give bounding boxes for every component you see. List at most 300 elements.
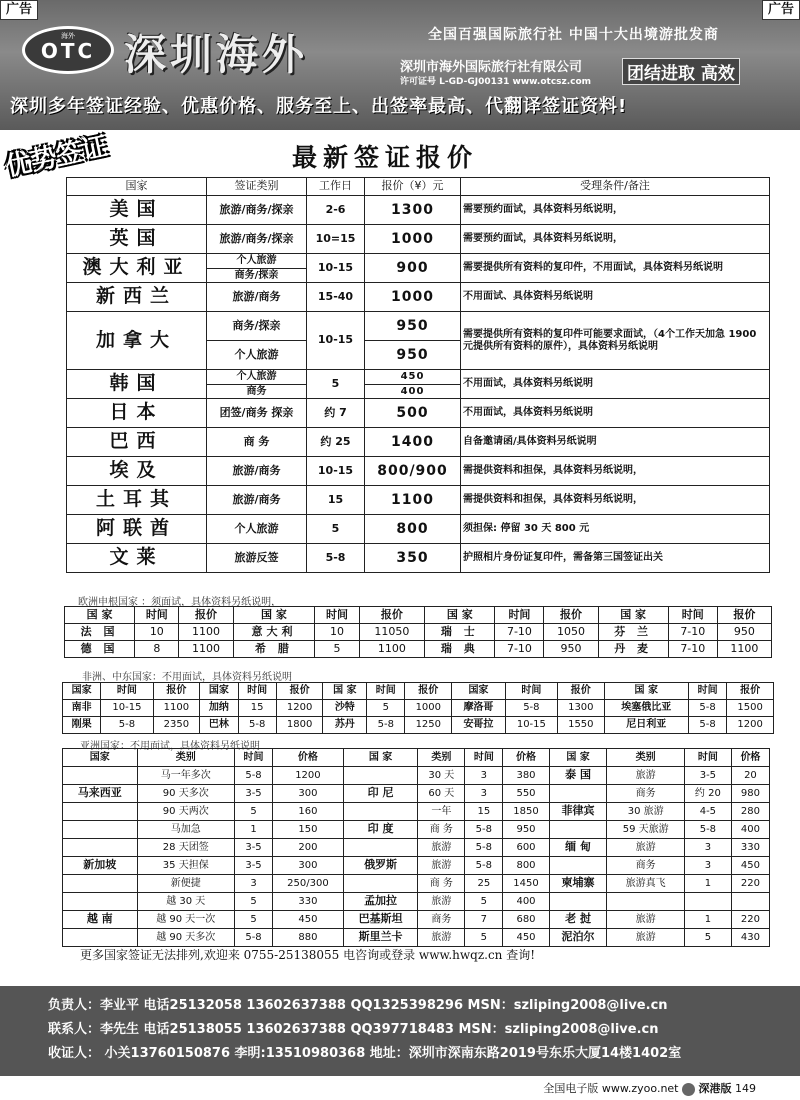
country-name: 俄罗斯 xyxy=(343,857,418,875)
col-header: 受理条件/备注 xyxy=(461,178,770,196)
table-cell: 250/300 xyxy=(273,875,344,893)
table-cell: 一年 xyxy=(418,803,465,821)
page-title: 最新签证报价 xyxy=(292,143,479,172)
table-cell: 1500 xyxy=(727,700,774,717)
col-header: 时间 xyxy=(238,683,276,700)
table-cell: 1100 xyxy=(359,641,425,658)
table-row xyxy=(63,875,770,893)
work-days: 15-40 xyxy=(307,283,365,312)
table-cell: 商务 xyxy=(607,857,684,875)
work-days: 15 xyxy=(307,486,365,515)
col-header: 国家 xyxy=(63,683,101,700)
table-cell: 950 xyxy=(503,821,549,839)
table-cell: 3 xyxy=(235,875,273,893)
header-banner xyxy=(0,0,800,130)
col-header: 国家 xyxy=(452,683,506,700)
note: 不用面试、具体资料另纸说明 xyxy=(461,283,770,312)
country-name: 巴西 xyxy=(67,428,207,457)
price: 450 xyxy=(365,370,461,385)
contact-footer xyxy=(0,986,800,1076)
country-name xyxy=(549,857,607,875)
table-cell: 10-15 xyxy=(101,700,153,717)
table-cell: 450 xyxy=(731,857,769,875)
table-cell: 3-5 xyxy=(235,839,273,857)
table-cell: 90 天多次 xyxy=(137,785,234,803)
table-cell: 150 xyxy=(273,821,344,839)
table-cell: 旅游 xyxy=(607,839,684,857)
country-name xyxy=(63,821,138,839)
country-name xyxy=(63,875,138,893)
country-name: 越 南 xyxy=(63,911,138,929)
table-cell: 1100 xyxy=(717,641,771,658)
country-name: 意大利 xyxy=(233,624,315,641)
table-cell: 5 xyxy=(465,929,503,947)
table-cell: 5-8 xyxy=(235,929,273,947)
table-cell: 330 xyxy=(731,839,769,857)
table-row xyxy=(63,717,774,734)
price: 1400 xyxy=(365,428,461,457)
note: 需要提供所有资料的复印件可能要求面试，（4个工作天加急 1900 元提供所有资料的原件），具体资料另纸说明 xyxy=(461,312,770,370)
table-cell: 15 xyxy=(238,700,276,717)
advantage-badge: 优势签证 xyxy=(2,131,111,183)
table-cell: 7 xyxy=(465,911,503,929)
price: 1000 xyxy=(365,283,461,312)
table-row xyxy=(67,225,770,254)
motto: 团结进取 高效 xyxy=(622,58,740,85)
country-name xyxy=(549,821,607,839)
country-name xyxy=(549,785,607,803)
col-header: 国 家 xyxy=(598,607,668,624)
price: 900 xyxy=(365,254,461,283)
table-cell xyxy=(607,893,684,911)
table-row xyxy=(67,457,770,486)
table-cell: 3 xyxy=(465,767,503,785)
col-header: 国 家 xyxy=(604,683,688,700)
work-days: 10-15 xyxy=(307,312,365,370)
table-cell: 商 务 xyxy=(418,875,465,893)
country-name: 新加坡 xyxy=(63,857,138,875)
table-cell: 15 xyxy=(465,803,503,821)
col-header: 报价 xyxy=(405,683,452,700)
table-cell: 1100 xyxy=(153,700,200,717)
col-header: 报价 xyxy=(557,683,604,700)
col-header: 国 家 xyxy=(549,749,607,767)
country-name xyxy=(63,767,138,785)
table-row xyxy=(67,254,770,269)
col-header: 国家 xyxy=(200,683,238,700)
table-cell: 950 xyxy=(717,624,771,641)
schengen-table xyxy=(64,606,772,658)
table-cell: 450 xyxy=(273,911,344,929)
note: 需要提供所有资料的复印件，不用面试，具体资料另纸说明 xyxy=(461,254,770,283)
country-name xyxy=(343,875,418,893)
table-cell: 5-8 xyxy=(235,767,273,785)
table-row xyxy=(65,624,772,641)
table-cell: 旅游真飞 xyxy=(607,875,684,893)
edition-logo-icon xyxy=(682,1083,695,1096)
note: 护照相片身份证复印件，需备第三国签证出关 xyxy=(461,544,770,573)
africa-middle-east-table xyxy=(62,682,774,734)
visa-type: 团签/商务 探亲 xyxy=(207,399,307,428)
table-cell: 商务 xyxy=(607,785,684,803)
col-header: 类别 xyxy=(137,749,234,767)
table-row xyxy=(67,486,770,515)
contact-line: 负责人：李业平 电话25132058 13602637388 QQ1325398296 MSN：szliping2008@live.cn xyxy=(48,998,668,1013)
country-name: 泰 国 xyxy=(549,767,607,785)
country-name xyxy=(63,803,138,821)
table-cell: 90 天两次 xyxy=(137,803,234,821)
table-cell: 200 xyxy=(273,839,344,857)
col-header: 报价（¥）元 xyxy=(365,178,461,196)
table-cell: 400 xyxy=(731,821,769,839)
table-cell: 980 xyxy=(731,785,769,803)
table-row xyxy=(65,641,772,658)
col-header: 报价 xyxy=(179,607,233,624)
country-name: 缅 甸 xyxy=(549,839,607,857)
col-header: 国 家 xyxy=(65,607,135,624)
logo-small-text: 海外 xyxy=(61,32,75,40)
country-name: 巴基斯坦 xyxy=(343,911,418,929)
country-name: 印 尼 xyxy=(343,785,418,803)
table-row xyxy=(63,911,770,929)
table-header-row xyxy=(63,683,774,700)
work-days: 5 xyxy=(307,515,365,544)
table-cell: 3-5 xyxy=(684,767,731,785)
visa-type: 旅游/商务 xyxy=(207,486,307,515)
country-name: 老 挝 xyxy=(549,911,607,929)
table-cell: 28 天团签 xyxy=(137,839,234,857)
work-days: 2-6 xyxy=(307,196,365,225)
visa-type: 旅游/商务/探亲 xyxy=(207,196,307,225)
table-row xyxy=(63,767,770,785)
country-name xyxy=(343,803,418,821)
visa-type: 个人旅游 xyxy=(207,515,307,544)
price: 1100 xyxy=(365,486,461,515)
col-header: 时间 xyxy=(505,683,557,700)
col-header: 类别 xyxy=(418,749,465,767)
asia-caption: 亚洲国家：不用面试，具体资料另纸说明 xyxy=(80,741,260,752)
table-cell: 3 xyxy=(684,839,731,857)
table-cell: 11050 xyxy=(359,624,425,641)
table-cell: 220 xyxy=(731,911,769,929)
price: 950 xyxy=(365,341,461,370)
col-header: 国 家 xyxy=(323,683,367,700)
work-days: 5 xyxy=(307,370,365,399)
table-cell: 1000 xyxy=(405,700,452,717)
table-cell: 商务 xyxy=(418,911,465,929)
table-row xyxy=(63,700,774,717)
visa-type: 商务/探亲 xyxy=(207,312,307,341)
table-cell: 1850 xyxy=(503,803,549,821)
col-header: 报价 xyxy=(717,607,771,624)
table-cell: 马一年多次 xyxy=(137,767,234,785)
table-cell: 30 旅游 xyxy=(607,803,684,821)
table-cell: 1100 xyxy=(179,624,233,641)
slogan: 全国百强国际旅行社 中国十大出境游批发商 xyxy=(428,27,719,43)
table-cell: 10-15 xyxy=(505,717,557,734)
price: 800 xyxy=(365,515,461,544)
col-header: 国 家 xyxy=(425,607,495,624)
country-name: 瑞 典 xyxy=(425,641,495,658)
visa-type: 个人旅游 xyxy=(207,341,307,370)
table-cell: 3-5 xyxy=(235,857,273,875)
table-cell: 旅游 xyxy=(607,911,684,929)
table-cell: 400 xyxy=(503,893,549,911)
table-cell: 1550 xyxy=(557,717,604,734)
logo-text: OTC xyxy=(40,39,96,63)
col-header: 时间 xyxy=(495,607,544,624)
col-header: 报价 xyxy=(727,683,774,700)
country-name xyxy=(343,767,418,785)
table-cell: 5-8 xyxy=(465,821,503,839)
work-days: 10-15 xyxy=(307,457,365,486)
contact-line: 收证人： 小关13760150876 李明:13510980368 地址：深圳市深南东路2019号东乐大厦14楼1402室 xyxy=(48,1046,682,1061)
country-name: 孟加拉 xyxy=(343,893,418,911)
visa-type: 商务/探亲 xyxy=(207,268,307,283)
table-row xyxy=(63,893,770,911)
table-cell: 马加急 xyxy=(137,821,234,839)
table-cell xyxy=(731,893,769,911)
col-header: 时间 xyxy=(101,683,153,700)
country-name: 新西兰 xyxy=(67,283,207,312)
table-cell: 300 xyxy=(273,785,344,803)
table-row xyxy=(67,428,770,457)
ad-label-right: 广告 xyxy=(762,0,800,20)
visa-type: 旅游/商务/探亲 xyxy=(207,225,307,254)
license-info: 许可证号 L-GD-GJ00131 www.otcsz.com xyxy=(400,77,592,87)
headline: 深圳多年签证经验、优惠价格、服务至上、出签率最高、代翻译签证资料! xyxy=(10,96,628,117)
visa-type: 旅游反签 xyxy=(207,544,307,573)
table-row xyxy=(63,857,770,875)
country-name: 苏丹 xyxy=(323,717,367,734)
table-cell: 280 xyxy=(731,803,769,821)
ad-label-left: 广告 xyxy=(0,0,38,20)
table-cell: 5-8 xyxy=(465,857,503,875)
table-cell: 35 天担保 xyxy=(137,857,234,875)
country-name: 希 腊 xyxy=(233,641,315,658)
table-cell: 7-10 xyxy=(495,624,544,641)
col-header: 时间 xyxy=(135,607,179,624)
table-cell: 2350 xyxy=(153,717,200,734)
table-row xyxy=(67,196,770,225)
col-header: 时间 xyxy=(235,749,273,767)
col-header: 价格 xyxy=(731,749,769,767)
table-cell: 旅游 xyxy=(418,839,465,857)
country-name: 刚果 xyxy=(63,717,101,734)
col-header: 工作日 xyxy=(307,178,365,196)
country-name: 埃塞俄比亚 xyxy=(604,700,688,717)
note: 自备邀请函/具体资料另纸说明 xyxy=(461,428,770,457)
country-name: 英国 xyxy=(67,225,207,254)
table-cell: 380 xyxy=(503,767,549,785)
table-cell: 680 xyxy=(503,911,549,929)
col-header: 时间 xyxy=(315,607,359,624)
table-cell: 1 xyxy=(684,911,731,929)
table-cell: 越 90 天多次 xyxy=(137,929,234,947)
price: 1300 xyxy=(365,196,461,225)
country-name: 德 国 xyxy=(65,641,135,658)
table-header-row xyxy=(65,607,772,624)
country-name: 文莱 xyxy=(67,544,207,573)
company-name: 深圳市海外国际旅行社有限公司 xyxy=(400,60,583,75)
col-header: 时间 xyxy=(688,683,726,700)
table-cell: 5 xyxy=(235,803,273,821)
table-row xyxy=(63,839,770,857)
table-cell: 1050 xyxy=(544,624,598,641)
table-cell: 25 xyxy=(465,875,503,893)
table-cell: 3-5 xyxy=(235,785,273,803)
table-cell: 3 xyxy=(465,785,503,803)
country-name xyxy=(63,893,138,911)
table-cell: 3 xyxy=(684,857,731,875)
col-header: 报价 xyxy=(276,683,323,700)
col-header: 时间 xyxy=(367,683,405,700)
table-cell: 10 xyxy=(135,624,179,641)
table-cell: 1250 xyxy=(405,717,452,734)
table-row xyxy=(67,370,770,385)
visa-type: 旅游/商务 xyxy=(207,457,307,486)
col-header: 国 家 xyxy=(233,607,315,624)
country-name: 韩国 xyxy=(67,370,207,399)
price: 400 xyxy=(365,384,461,399)
table-cell: 1450 xyxy=(503,875,549,893)
table-row xyxy=(63,803,770,821)
country-name xyxy=(343,839,418,857)
table-header-row xyxy=(67,178,770,196)
table-cell: 330 xyxy=(273,893,344,911)
table-cell: 7-10 xyxy=(668,624,717,641)
table-row xyxy=(63,785,770,803)
table-cell: 5-8 xyxy=(101,717,153,734)
table-row xyxy=(63,821,770,839)
col-header: 价格 xyxy=(503,749,549,767)
page-info xyxy=(543,1080,756,1096)
table-row xyxy=(67,283,770,312)
country-name: 安哥拉 xyxy=(452,717,506,734)
work-days: 5-8 xyxy=(307,544,365,573)
table-cell: 5 xyxy=(465,893,503,911)
table-cell: 4-5 xyxy=(684,803,731,821)
table-cell: 5-8 xyxy=(465,839,503,857)
country-name: 加纳 xyxy=(200,700,238,717)
col-header: 报价 xyxy=(153,683,200,700)
table-cell: 1 xyxy=(684,875,731,893)
table-cell: 60 天 xyxy=(418,785,465,803)
table-cell: 880 xyxy=(273,929,344,947)
table-cell: 550 xyxy=(503,785,549,803)
country-name: 丹 麦 xyxy=(598,641,668,658)
site-url: 全国电子版 www.zyoo.net xyxy=(543,1082,679,1095)
table-cell: 旅游 xyxy=(418,857,465,875)
country-name: 日本 xyxy=(67,399,207,428)
table-cell: 8 xyxy=(135,641,179,658)
work-days: 10-15 xyxy=(307,254,365,283)
table-cell: 59 天旅游 xyxy=(607,821,684,839)
table-cell: 5-8 xyxy=(684,821,731,839)
country-name: 土耳其 xyxy=(67,486,207,515)
table-row xyxy=(67,312,770,341)
visa-type: 旅游/商务 xyxy=(207,283,307,312)
col-header: 国 家 xyxy=(343,749,418,767)
table-row xyxy=(63,929,770,947)
work-days: 10=15 xyxy=(307,225,365,254)
page-number: 149 xyxy=(735,1082,756,1095)
table-cell: 1 xyxy=(235,821,273,839)
table-cell: 10 xyxy=(315,624,359,641)
col-header: 时间 xyxy=(668,607,717,624)
price: 950 xyxy=(365,312,461,341)
table-cell: 1200 xyxy=(273,767,344,785)
main-visa-table xyxy=(66,177,770,573)
table-cell: 5-8 xyxy=(367,717,405,734)
note: 需提供资料和担保，具体资料另纸说明， xyxy=(461,457,770,486)
visa-type: 商务 xyxy=(207,384,307,399)
country-name: 瑞 士 xyxy=(425,624,495,641)
col-header: 国家 xyxy=(63,749,138,767)
country-name: 沙特 xyxy=(323,700,367,717)
table-cell: 5 xyxy=(235,893,273,911)
country-name: 菲律宾 xyxy=(549,803,607,821)
table-cell: 5-8 xyxy=(238,717,276,734)
asia-table xyxy=(62,748,770,947)
country-name: 加拿大 xyxy=(67,312,207,370)
table-cell: 600 xyxy=(503,839,549,857)
country-name: 阿联酋 xyxy=(67,515,207,544)
brand-name: 深圳海外 xyxy=(124,30,309,79)
country-name: 法 国 xyxy=(65,624,135,641)
africa-caption: 非洲、中东国家：不用面试，具体资料另纸说明 xyxy=(82,672,292,683)
country-name xyxy=(63,839,138,857)
country-name: 埃及 xyxy=(67,457,207,486)
note: 需要预约面试，具体资料另纸说明， xyxy=(461,225,770,254)
col-header: 签证类别 xyxy=(207,178,307,196)
table-cell: 越 30 天 xyxy=(137,893,234,911)
note: 需提供资料和担保，具体资料另纸说明， xyxy=(461,486,770,515)
company-logo xyxy=(22,26,114,74)
more-info-text: 更多国家签证无法排列,欢迎来 0755-25138055 电咨询或登录 www.hwqz.cn 查询! xyxy=(80,948,536,962)
table-cell: 1300 xyxy=(557,700,604,717)
visa-type: 商 务 xyxy=(207,428,307,457)
table-cell: 约 20 xyxy=(684,785,731,803)
country-name: 美国 xyxy=(67,196,207,225)
price: 350 xyxy=(365,544,461,573)
table-cell: 450 xyxy=(503,929,549,947)
table-row xyxy=(67,399,770,428)
price: 800/900 xyxy=(365,457,461,486)
contact-line: 联系人：李先生 电话25138055 13602637388 QQ397718483 MSN：szliping2008@live.cn xyxy=(48,1022,659,1037)
country-name: 澳大利亚 xyxy=(67,254,207,283)
table-cell: 1800 xyxy=(276,717,323,734)
country-name: 芬 兰 xyxy=(598,624,668,641)
table-cell: 旅游 xyxy=(607,767,684,785)
table-cell: 950 xyxy=(544,641,598,658)
note: 不用面试，具体资料另纸说明 xyxy=(461,370,770,399)
edition-name: 深港版 xyxy=(698,1082,732,1095)
table-header-row xyxy=(63,749,770,767)
col-header: 时间 xyxy=(465,749,503,767)
price: 1000 xyxy=(365,225,461,254)
country-name: 摩洛哥 xyxy=(452,700,506,717)
table-cell: 430 xyxy=(731,929,769,947)
country-name: 印 度 xyxy=(343,821,418,839)
table-cell: 1100 xyxy=(179,641,233,658)
col-header: 类别 xyxy=(607,749,684,767)
table-cell: 旅游 xyxy=(418,893,465,911)
col-header: 报价 xyxy=(359,607,425,624)
visa-type: 个人旅游 xyxy=(207,370,307,385)
table-cell: 160 xyxy=(273,803,344,821)
note: 不用面试，具体资料另纸说明 xyxy=(461,399,770,428)
